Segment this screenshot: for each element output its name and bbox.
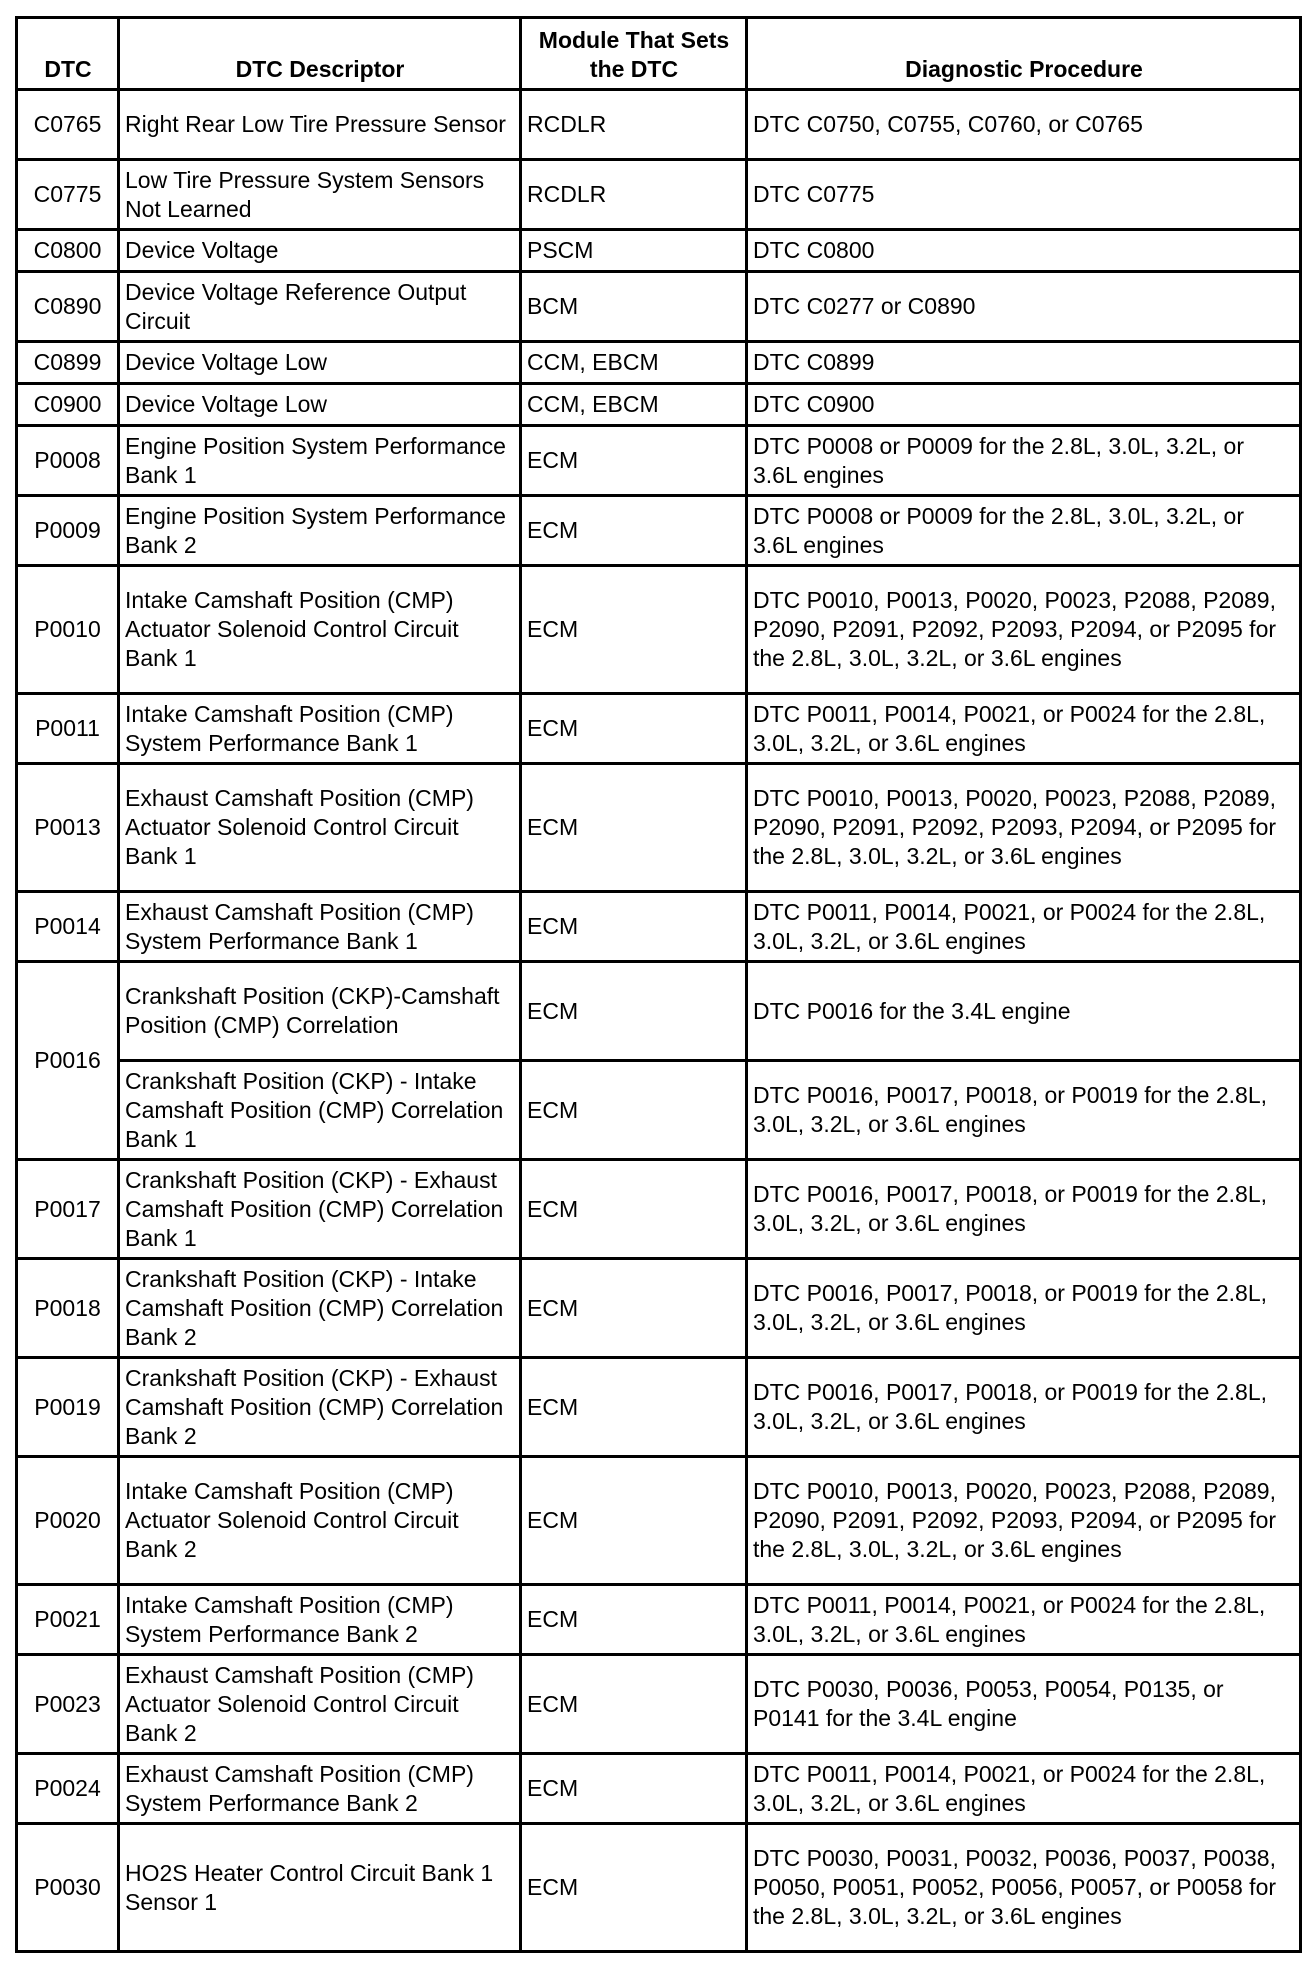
table-row [17,1585,1301,1655]
dtc-code: P0019 [17,1358,119,1457]
dtc-module: ECM [521,1824,747,1952]
dtc-module: ECM [521,1655,747,1754]
dtc-code: P0014 [17,892,119,962]
dtc-code: C0800 [17,230,119,272]
table-row [17,694,1301,764]
dtc-descriptor: Exhaust Camshaft Position (CMP) Actuator Solenoid Control Circuit Bank 1 [119,764,521,892]
dtc-module: ECM [521,892,747,962]
dtc-module: ECM [521,426,747,496]
dtc-descriptor: Device Voltage [119,230,521,272]
dtc-code: C0899 [17,342,119,384]
table-row [17,90,1301,160]
dtc-module: ECM [521,962,747,1061]
table-row [17,426,1301,496]
dtc-descriptor: Exhaust Camshaft Position (CMP) System Performance Bank 2 [119,1754,521,1824]
dtc-procedure: DTC P0030, P0031, P0032, P0036, P0037, P0038, P0050, P0051, P0052, P0056, P0057, or P0058 for the 2.8L, 3.0L, 3.2L, or 3.6L engines [747,1824,1301,1952]
dtc-procedure: DTC P0016, P0017, P0018, or P0019 for the 2.8L, 3.0L, 3.2L, or 3.6L engines [747,1160,1301,1259]
dtc-procedure: DTC P0010, P0013, P0020, P0023, P2088, P2089, P2090, P2091, P2092, P2093, P2094, or P2095 for the 2.8L, 3.0L, 3.2L, or 3.6L engines [747,1457,1301,1585]
dtc-module: RCDLR [521,160,747,230]
dtc-descriptor: Intake Camshaft Position (CMP) Actuator Solenoid Control Circuit Bank 1 [119,566,521,694]
dtc-descriptor: Device Voltage Reference Output Circuit [119,272,521,342]
dtc-procedure: DTC P0016, P0017, P0018, or P0019 for the 2.8L, 3.0L, 3.2L, or 3.6L engines [747,1259,1301,1358]
dtc-code: P0021 [17,1585,119,1655]
dtc-procedure: DTC P0011, P0014, P0021, or P0024 for the 2.8L, 3.0L, 3.2L, or 3.6L engines [747,694,1301,764]
dtc-code: P0017 [17,1160,119,1259]
dtc-procedure: DTC P0008 or P0009 for the 2.8L, 3.0L, 3.2L, or 3.6L engines [747,496,1301,566]
dtc-code: P0020 [17,1457,119,1585]
dtc-code: C0900 [17,384,119,426]
table-row [17,1259,1301,1358]
dtc-descriptor: Low Tire Pressure System Sensors Not Learned [119,160,521,230]
dtc-descriptor: HO2S Heater Control Circuit Bank 1 Sensor 1 [119,1824,521,1952]
dtc-module: PSCM [521,230,747,272]
header-dtc: DTC [17,18,119,90]
dtc-descriptor: Intake Camshaft Position (CMP) Actuator Solenoid Control Circuit Bank 2 [119,1457,521,1585]
dtc-procedure: DTC P0030, P0036, P0053, P0054, P0135, or P0141 for the 3.4L engine [747,1655,1301,1754]
dtc-code: C0775 [17,160,119,230]
dtc-descriptor: Crankshaft Position (CKP) - Exhaust Camshaft Position (CMP) Correlation Bank 2 [119,1358,521,1457]
dtc-procedure: DTC P0011, P0014, P0021, or P0024 for the 2.8L, 3.0L, 3.2L, or 3.6L engines [747,892,1301,962]
dtc-code: C0890 [17,272,119,342]
dtc-module: ECM [521,1061,747,1160]
dtc-code: P0011 [17,694,119,764]
dtc-module: ECM [521,1585,747,1655]
dtc-code: P0008 [17,426,119,496]
dtc-table [15,16,1302,1953]
table-row [17,1061,1301,1160]
table-row [17,272,1301,342]
table-row [17,384,1301,426]
dtc-procedure: DTC C0750, C0755, C0760, or C0765 [747,90,1301,160]
table-row [17,1754,1301,1824]
dtc-module: ECM [521,1754,747,1824]
dtc-procedure: DTC C0899 [747,342,1301,384]
dtc-descriptor: Exhaust Camshaft Position (CMP) Actuator Solenoid Control Circuit Bank 2 [119,1655,521,1754]
dtc-procedure: DTC C0775 [747,160,1301,230]
dtc-code: P0018 [17,1259,119,1358]
dtc-module: CCM, EBCM [521,342,747,384]
dtc-procedure: DTC C0800 [747,230,1301,272]
dtc-module: ECM [521,1160,747,1259]
table-row [17,230,1301,272]
table-row [17,496,1301,566]
header-procedure: Diagnostic Procedure [747,18,1301,90]
table-row [17,160,1301,230]
table-row [17,566,1301,694]
dtc-code: P0016 [17,962,119,1160]
dtc-procedure: DTC P0016, P0017, P0018, or P0019 for the 2.8L, 3.0L, 3.2L, or 3.6L engines [747,1061,1301,1160]
dtc-descriptor: Crankshaft Position (CKP) - Exhaust Camshaft Position (CMP) Correlation Bank 1 [119,1160,521,1259]
dtc-procedure: DTC C0277 or C0890 [747,272,1301,342]
dtc-descriptor: Exhaust Camshaft Position (CMP) System Performance Bank 1 [119,892,521,962]
dtc-descriptor: Intake Camshaft Position (CMP) System Performance Bank 1 [119,694,521,764]
dtc-descriptor: Intake Camshaft Position (CMP) System Performance Bank 2 [119,1585,521,1655]
dtc-code: P0024 [17,1754,119,1824]
table-row [17,1457,1301,1585]
dtc-descriptor: Device Voltage Low [119,342,521,384]
dtc-procedure: DTC P0011, P0014, P0021, or P0024 for the 2.8L, 3.0L, 3.2L, or 3.6L engines [747,1754,1301,1824]
dtc-module: ECM [521,694,747,764]
dtc-code: P0013 [17,764,119,892]
table-row [17,1358,1301,1457]
dtc-code: P0009 [17,496,119,566]
dtc-descriptor: Engine Position System Performance Bank 2 [119,496,521,566]
header-row [17,18,1301,90]
dtc-code: P0023 [17,1655,119,1754]
dtc-module: ECM [521,496,747,566]
dtc-descriptor: Crankshaft Position (CKP)-Camshaft Position (CMP) Correlation [119,962,521,1061]
table-row [17,342,1301,384]
dtc-procedure: DTC P0010, P0013, P0020, P0023, P2088, P2089, P2090, P2091, P2092, P2093, P2094, or P2095 for the 2.8L, 3.0L, 3.2L, or 3.6L engines [747,764,1301,892]
dtc-module: ECM [521,764,747,892]
dtc-module: RCDLR [521,90,747,160]
header-descriptor: DTC Descriptor [119,18,521,90]
table-row [17,764,1301,892]
dtc-module: ECM [521,1358,747,1457]
dtc-descriptor: Engine Position System Performance Bank 1 [119,426,521,496]
dtc-procedure: DTC P0011, P0014, P0021, or P0024 for the 2.8L, 3.0L, 3.2L, or 3.6L engines [747,1585,1301,1655]
dtc-module: BCM [521,272,747,342]
dtc-procedure: DTC C0900 [747,384,1301,426]
dtc-procedure: DTC P0008 or P0009 for the 2.8L, 3.0L, 3.2L, or 3.6L engines [747,426,1301,496]
dtc-descriptor: Right Rear Low Tire Pressure Sensor [119,90,521,160]
table-row [17,1160,1301,1259]
dtc-descriptor: Crankshaft Position (CKP) - Intake Camshaft Position (CMP) Correlation Bank 2 [119,1259,521,1358]
dtc-module: CCM, EBCM [521,384,747,426]
dtc-module: ECM [521,1457,747,1585]
dtc-descriptor: Crankshaft Position (CKP) - Intake Camshaft Position (CMP) Correlation Bank 1 [119,1061,521,1160]
dtc-code: P0030 [17,1824,119,1952]
dtc-procedure: DTC P0016 for the 3.4L engine [747,962,1301,1061]
dtc-code: P0010 [17,566,119,694]
header-module: Module That Sets the DTC [521,18,747,90]
dtc-procedure: DTC P0016, P0017, P0018, or P0019 for the 2.8L, 3.0L, 3.2L, or 3.6L engines [747,1358,1301,1457]
dtc-module: ECM [521,1259,747,1358]
table-row [17,1655,1301,1754]
dtc-descriptor: Device Voltage Low [119,384,521,426]
dtc-module: ECM [521,566,747,694]
dtc-procedure: DTC P0010, P0013, P0020, P0023, P2088, P2089, P2090, P2091, P2092, P2093, P2094, or P2095 for the 2.8L, 3.0L, 3.2L, or 3.6L engines [747,566,1301,694]
table-row [17,1824,1301,1952]
table-row [17,962,1301,1061]
table-row [17,892,1301,962]
dtc-code: C0765 [17,90,119,160]
